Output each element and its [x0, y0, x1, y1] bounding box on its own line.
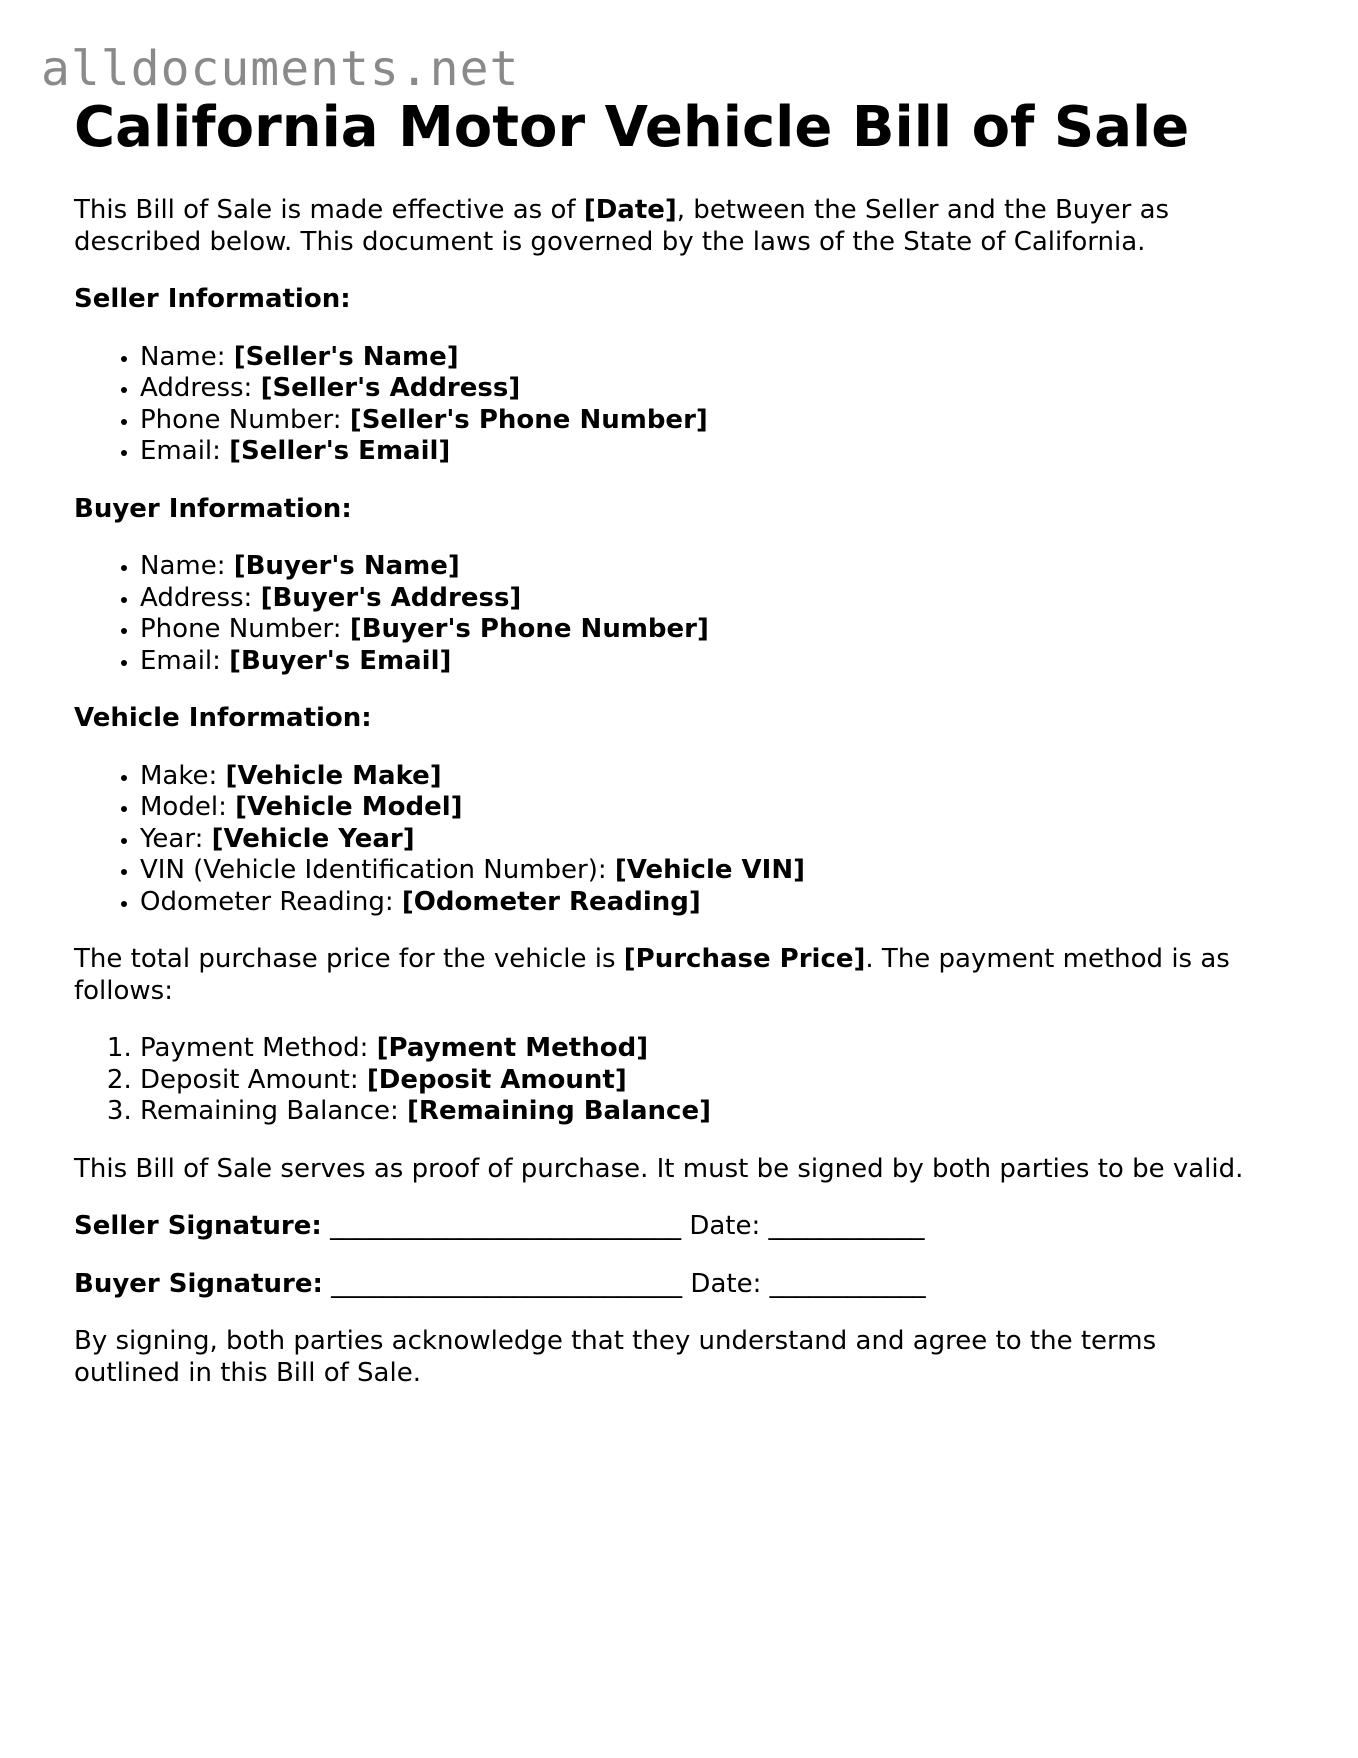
field-label: Address:	[140, 582, 261, 613]
intro-text-after: , between the Seller and the Buyer as described below. This document is governed by the laws of the State of California.	[74, 195, 1170, 257]
list-item	[140, 792, 1294, 824]
list-item	[140, 373, 1294, 405]
proof-statement: This Bill of Sale serves as proof of purchase. It must be signed by both parties to be valid.	[74, 1153, 1244, 1184]
list-item	[140, 551, 1294, 583]
field-value: [Buyer's Email]	[229, 645, 452, 676]
vehicle-info-list	[74, 761, 1294, 919]
seller-info-list	[74, 342, 1294, 468]
list-item	[140, 1065, 1294, 1097]
field-value: [Seller's Phone Number]	[349, 404, 708, 435]
buyer-info-list	[74, 551, 1294, 677]
buyer-date-label: Date:	[690, 1268, 762, 1299]
field-label: Phone Number:	[140, 614, 350, 644]
field-label: Name:	[140, 341, 234, 372]
document-body	[74, 95, 1294, 1389]
buyer-date-blank: ____________	[769, 1268, 926, 1299]
field-label: Odometer Reading:	[140, 886, 402, 917]
field-value: [Payment Method]	[376, 1033, 649, 1063]
buyer-signature-blank: ___________________________	[331, 1268, 683, 1299]
seller-signature-blank: ___________________________	[330, 1211, 682, 1241]
list-item	[140, 761, 1294, 793]
buyer-info-heading: Buyer Information:	[74, 493, 352, 524]
field-label: Year:	[140, 823, 212, 854]
date-placeholder: [Date]	[583, 195, 677, 225]
field-value: [Remaining Balance]	[407, 1096, 711, 1126]
field-label: Email:	[140, 436, 230, 466]
intro-text-before: This Bill of Sale is made effective as of	[74, 195, 584, 225]
list-item	[140, 614, 1294, 646]
field-value: [Vehicle Model]	[235, 792, 463, 822]
list-item	[140, 646, 1294, 678]
field-value: [Vehicle VIN]	[614, 855, 805, 885]
field-label: Email:	[140, 645, 230, 676]
field-label: Deposit Amount:	[140, 1064, 367, 1095]
list-item	[140, 583, 1294, 615]
field-value: [Odometer Reading]	[401, 886, 701, 917]
seller-info-heading: Seller Information:	[74, 284, 351, 314]
field-label: VIN (Vehicle Identification Number):	[140, 855, 615, 885]
field-value: [Deposit Amount]	[366, 1064, 627, 1095]
vehicle-info-heading: Vehicle Information:	[74, 703, 372, 733]
list-item	[140, 1033, 1294, 1065]
field-label: Payment Method:	[140, 1033, 377, 1063]
field-value: [Seller's Name]	[233, 341, 459, 372]
purchase-price-placeholder: [Purchase Price]	[623, 944, 866, 974]
buyer-signature-line	[74, 1269, 1294, 1301]
seller-date-blank: ____________	[768, 1211, 925, 1241]
watermark-text: alldocuments.net	[41, 41, 520, 97]
seller-signature-line	[74, 1211, 1294, 1243]
field-value: [Buyer's Address]	[260, 582, 522, 613]
field-value: [Vehicle Make]	[225, 760, 442, 791]
purchase-paragraph	[74, 944, 1274, 1007]
list-item	[140, 887, 1294, 919]
field-label: Remaining Balance:	[140, 1096, 408, 1126]
purchase-text-before: The total purchase price for the vehicle is	[74, 944, 624, 974]
intro-paragraph	[74, 195, 1274, 258]
purchase-text-after: . The payment method is as follows:	[74, 944, 1230, 1006]
closing-statement: By signing, both parties acknowledge that they understand and agree to the terms outlined in this Bill of Sale.	[74, 1326, 1157, 1388]
list-item	[140, 1096, 1294, 1128]
field-label: Address:	[140, 373, 261, 403]
field-value: [Vehicle Year]	[211, 823, 415, 854]
field-label: Phone Number:	[140, 404, 350, 435]
field-label: Name:	[140, 551, 234, 581]
field-label: Model:	[140, 792, 236, 822]
seller-date-label: Date:	[689, 1211, 761, 1241]
document-title: California Motor Vehicle Bill of Sale	[74, 95, 1190, 160]
field-label: Make:	[140, 760, 226, 791]
payment-list	[74, 1033, 1294, 1128]
list-item	[140, 855, 1294, 887]
list-item	[140, 824, 1294, 856]
field-value: [Seller's Address]	[260, 373, 521, 403]
list-item	[140, 405, 1294, 437]
seller-signature-label: Seller Signature:	[74, 1211, 322, 1241]
field-value: [Buyer's Phone Number]	[349, 614, 709, 644]
field-value: [Seller's Email]	[229, 436, 451, 466]
buyer-signature-label: Buyer Signature:	[74, 1268, 323, 1299]
list-item	[140, 436, 1294, 468]
field-value: [Buyer's Name]	[233, 551, 460, 581]
list-item	[140, 342, 1294, 374]
